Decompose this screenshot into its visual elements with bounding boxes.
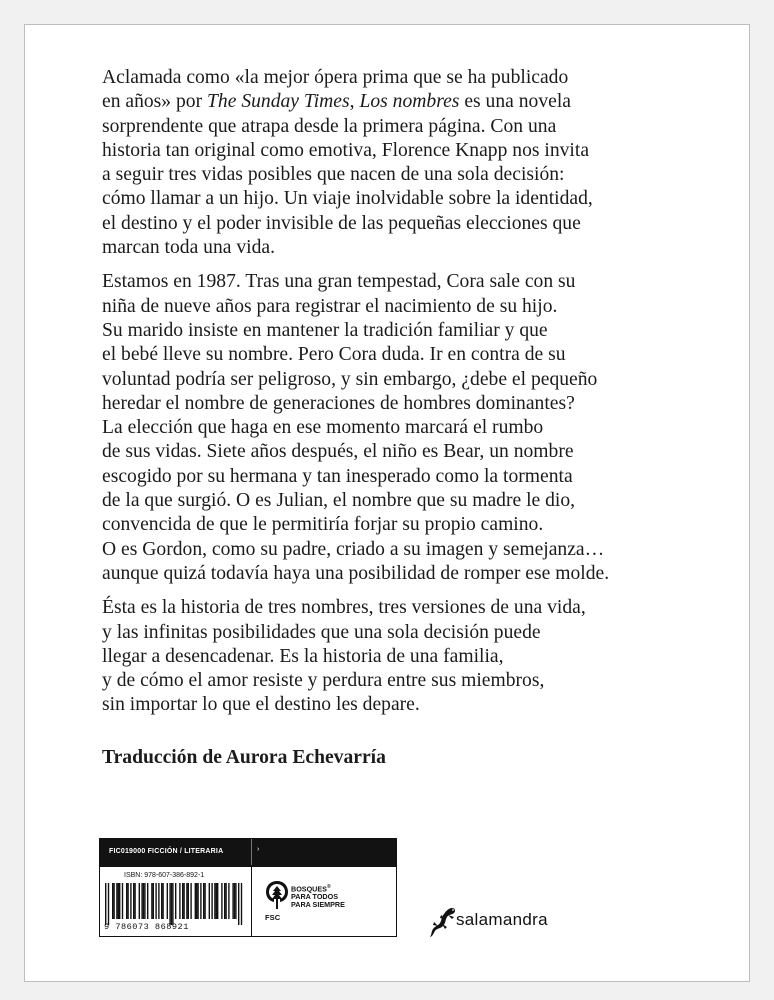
isbn-box (99, 866, 397, 937)
barcode-bar (188, 883, 189, 919)
barcode-bar (161, 883, 162, 919)
text-line (102, 416, 662, 440)
text-line (102, 343, 662, 367)
text-line (102, 513, 662, 537)
text-run: y las infinitas posibilidades que una sola decisión puede (102, 621, 541, 643)
fsc-slogan-line-1: BOSQUES® (291, 884, 331, 894)
barcode-bar (151, 883, 152, 919)
text-line (102, 368, 662, 392)
barcode-bar (158, 883, 159, 919)
text-run: en años» por (102, 91, 208, 113)
barcode-bar (130, 883, 131, 919)
barcode-bar (171, 883, 172, 925)
text-run: heredar el nombre de generaciones de hombres dominantes? (102, 392, 575, 414)
barcode-bar (108, 883, 109, 925)
barcode-bar (196, 883, 197, 919)
text-line (102, 163, 662, 187)
text-line (102, 669, 662, 693)
text-line (102, 270, 662, 294)
text-run: voluntad podría ser peligroso, y sin embargo, ¿debe el pequeño (102, 368, 598, 390)
barcode-bar (127, 883, 128, 919)
barcode-bar (216, 883, 217, 919)
barcode-bar (228, 883, 229, 919)
text-line (102, 66, 662, 90)
category-mark: › (257, 846, 260, 853)
barcode-bar (204, 883, 205, 919)
text-line (102, 645, 662, 669)
barcode-bar (116, 883, 117, 919)
category-divider (251, 839, 252, 865)
barcode-bar (209, 883, 210, 919)
fsc-slogan-line-2: PARA TODOS (291, 891, 338, 901)
text-line (102, 489, 662, 513)
text-line (102, 319, 662, 343)
text-line (102, 621, 662, 645)
barcode-bar (203, 883, 204, 919)
synopsis-paragraph-3 (102, 596, 662, 717)
barcode-bar (234, 883, 235, 919)
barcode-bar (214, 883, 215, 919)
text-line (102, 212, 662, 236)
barcode-bar (172, 883, 173, 925)
synopsis (102, 66, 662, 728)
italic-title: Los nombres (359, 91, 460, 113)
barcode-bar (225, 883, 226, 919)
ean-barcode (105, 883, 245, 925)
barcode-bar (162, 883, 163, 919)
translator-credit: Traducción de Aurora Echevarría (102, 747, 386, 768)
barcode-bar (155, 883, 156, 919)
text-run: sorprendente que atrapa desde la primera página. Con una (102, 115, 557, 137)
barcode-bar (153, 883, 154, 919)
barcode-bar (217, 883, 218, 919)
text-line (102, 139, 662, 163)
text-run: de la que surgió. O es Julian, el nombre que su madre le dio, (102, 490, 576, 512)
barcode-bar (133, 883, 134, 919)
text-run: aunque quizá todavía haya una posibilidad de romper ese molde. (102, 562, 610, 584)
barcode-bar (197, 883, 198, 919)
barcode-bar (112, 883, 113, 919)
barcode-bar (211, 883, 212, 919)
barcode-bar (105, 883, 106, 925)
category-label: FIC019000 FICCIÓN / LITERARIA (109, 848, 224, 855)
barcode-bar (143, 883, 144, 919)
text-run: el bebé lleve su nombre. Pero Cora duda. Ir en contra de su (102, 344, 566, 366)
text-line (102, 465, 662, 489)
synopsis-paragraph-2 (102, 270, 662, 586)
fsc-tree-icon (264, 879, 290, 913)
text-run: Aclamada como «la mejor ópera prima que se ha publicado (102, 67, 569, 88)
text-line (102, 596, 662, 620)
fsc-slogan (291, 884, 345, 908)
text-line (102, 392, 662, 416)
barcode-bar (175, 883, 176, 919)
barcode-bar (224, 883, 225, 919)
barcode-bar (232, 883, 233, 919)
text-run: Ésta es la historia de tres nombres, tres versiones de una vida, (102, 597, 586, 619)
text-run: es una novela (459, 91, 571, 113)
barcode-bar (139, 883, 140, 919)
barcode-bar (134, 883, 135, 919)
barcode-bar (144, 883, 145, 919)
text-line (102, 236, 662, 260)
barcode-bar (241, 883, 242, 925)
text-line (102, 187, 662, 211)
text-run: el destino y el poder invisible de las pequeñas elecciones que (102, 212, 581, 234)
fsc-abbreviation: FSC (265, 913, 281, 922)
text-run: convencida de que le permitiría forjar su propio camino. (102, 514, 544, 536)
text-run: niña de nueve años para registrar el nacimiento de su hijo. (102, 295, 558, 317)
category-bar (99, 838, 397, 866)
text-line (102, 295, 662, 319)
text-run: escogido por su hermana y tan inesperado como la tormenta (102, 465, 573, 487)
barcode-bar (119, 883, 120, 919)
barcode-bar (186, 883, 187, 919)
barcode-bar (179, 883, 180, 919)
barcode-bar (169, 883, 170, 925)
barcode-bar (113, 883, 114, 919)
text-run: , (349, 91, 360, 113)
text-run: de sus vidas. Siete años después, el niño es Bear, un nombre (102, 441, 574, 463)
isbn-box-divider (251, 867, 252, 936)
barcode-bar (190, 883, 191, 919)
barcode-bar (147, 883, 148, 919)
barcode-bar (167, 883, 168, 919)
salamander-icon (428, 905, 458, 939)
barcode-bar (118, 883, 119, 919)
barcode-bar (221, 883, 222, 919)
barcode-bar (195, 883, 196, 919)
barcode-bar (235, 883, 236, 919)
text-run: llegar a desencadenar. Es la historia de una familia, (102, 645, 504, 667)
fsc-slogan-line-3: PARA SIEMPRE (291, 899, 345, 909)
text-line (102, 538, 662, 562)
text-line (102, 562, 662, 586)
barcode-bar (126, 883, 127, 919)
text-line (102, 115, 662, 139)
text-run: O es Gordon, como su padre, criado a su imagen y semejanza… (102, 538, 605, 560)
text-run: historia tan original como emotiva, Florence Knapp nos invita (102, 139, 590, 161)
text-line (102, 440, 662, 464)
publisher-name: salamandra (456, 910, 548, 929)
text-line (102, 90, 662, 114)
back-cover (24, 24, 750, 982)
text-run: Estamos en 1987. Tras una gran tempestad, Cora sale con su (102, 271, 576, 293)
text-run: Su marido insiste en mantener la tradición familiar y que (102, 319, 548, 341)
text-run: a seguir tres vidas posibles que nacen de una sola decisión: (102, 164, 565, 186)
barcode-bar (183, 883, 184, 919)
text-run: y de cómo el amor resiste y perdura entre sus miembros, (102, 670, 545, 692)
barcode-bar (122, 883, 123, 919)
barcode-bar (182, 883, 183, 919)
synopsis-paragraph-1 (102, 66, 662, 260)
text-line (102, 693, 662, 717)
ean-digits: 9 786073 868921 (104, 922, 189, 932)
text-run: cómo llamar a un hijo. Un viaje inolvidable sobre la identidad, (102, 188, 593, 210)
text-run: sin importar lo que el destino les depare. (102, 694, 420, 716)
barcode-bar (200, 883, 201, 919)
text-run: La elección que haga en ese momento marcará el rumbo (102, 417, 544, 439)
text-run: marcan toda una vida. (102, 237, 276, 259)
isbn-label: ISBN: 978-607-386-892-1 (124, 872, 205, 879)
italic-title: The Sunday Times (207, 91, 350, 113)
barcode-bar (141, 883, 142, 919)
barcode-bar (238, 883, 239, 925)
